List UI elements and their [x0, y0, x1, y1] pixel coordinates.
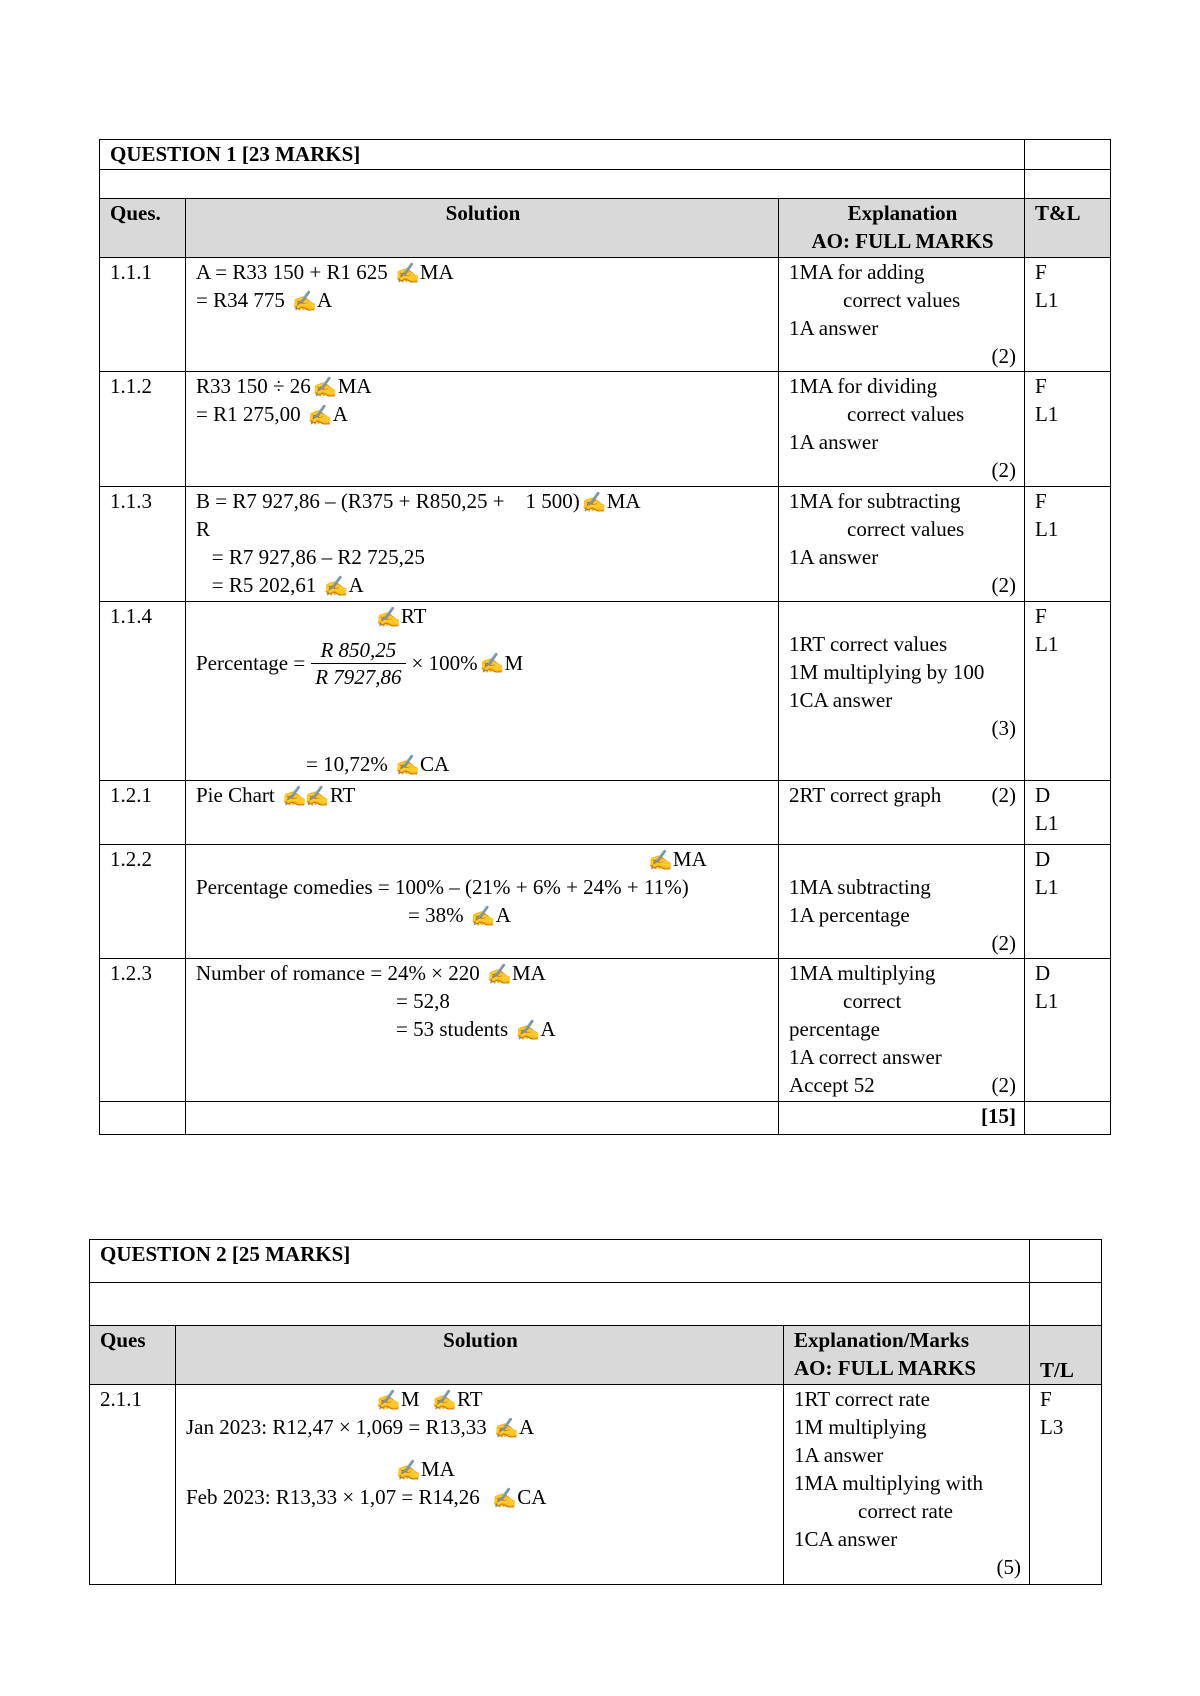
tl-cell: D L1: [1025, 845, 1111, 959]
question-number: 1.2.1: [100, 781, 186, 845]
tick-icon: ✍: [432, 1390, 455, 1412]
solution-cell: B = R7 927,86 – (R375 + R850,25 + 1 500) ✍MA R = R7 927,86 – R2 725,25 = R5 202,61 ✍A: [186, 487, 779, 602]
solution-cell: A = R33 150 + R1 625 ✍MA = R34 775 ✍A: [186, 258, 779, 372]
tick-icon: ✍: [470, 906, 494, 928]
table-row: [100, 372, 1111, 487]
tick-icon: ✍: [394, 263, 418, 285]
table-row: [100, 487, 1111, 602]
solution-cell: Number of romance = 24% × 220 ✍MA = 52,8 = 53 students ✍A: [186, 959, 779, 1102]
table-row: [90, 1385, 1102, 1585]
solution-cell: ✍MA Percentage comedies = 100% – (21% + 6% + 24% + 11%) = 38% ✍A: [186, 845, 779, 959]
explanation-cell: 2RT correct graph (2): [779, 781, 1025, 845]
table-row: [100, 959, 1111, 1102]
question-total: [15]: [779, 1102, 1025, 1135]
question-number: 1.1.4: [100, 602, 186, 781]
explanation-cell: 1MA subtracting 1A percentage (2): [779, 845, 1025, 959]
tick-icon: ✍: [581, 492, 605, 514]
table-row: [100, 602, 1111, 781]
tl-cell: D L1: [1025, 959, 1111, 1102]
tick-icon: ✍: [515, 1020, 539, 1042]
question-1-table: [99, 139, 1111, 1135]
solution-cell: ✍M ✍RT Jan 2023: R12,47 × 1,069 = R13,33 ✍A ✍MA Feb 2023: R13,33 × 1,07 = R14,26 ✍CA: [176, 1385, 784, 1585]
marks-value: (2): [991, 458, 1017, 482]
tl-cell: F L1: [1025, 258, 1111, 372]
question-number: 1.1.2: [100, 372, 186, 487]
fraction: $\frac{R 850,25}{R 7927,86}$: [311, 637, 405, 690]
tick-icon: ✍: [487, 964, 510, 986]
marks-value: (3): [991, 716, 1017, 740]
table-row: [100, 781, 1111, 845]
header-solution: Solution: [176, 1326, 784, 1385]
explanation-cell: 1MA for dividing correct values 1A answer (2): [779, 372, 1025, 487]
explanation-cell: 1RT correct values 1M multiplying by 100 1CA answer (3): [779, 602, 1025, 781]
marks-value: (2): [991, 573, 1017, 597]
tl-cell: F L1: [1025, 487, 1111, 602]
tl-cell: F L3: [1030, 1385, 1102, 1585]
marks-value: (2): [991, 1073, 1017, 1097]
question-title: QUESTION 1 [23 MARKS]: [100, 140, 1025, 170]
tick-icon: ✍: [494, 1418, 517, 1440]
explanation-cell: 1RT correct rate 1M multiplying 1A answer 1MA multiplying with correct rate 1CA answer (5): [784, 1385, 1030, 1585]
explanation-cell: 1MA for adding correct values 1A answer (2): [779, 258, 1025, 372]
question-number: 1.2.3: [100, 959, 186, 1102]
header-explanation: Explanation/Marks AO: FULL MARKS: [784, 1326, 1030, 1385]
question-number: 2.1.1: [90, 1385, 176, 1585]
tick-icon: ✍: [395, 755, 418, 777]
explanation-cell: 1MA for subtracting correct values 1A answer (2): [779, 487, 1025, 602]
question-number: 1.1.1: [100, 258, 186, 372]
header-explanation: Explanation AO: FULL MARKS: [779, 199, 1025, 258]
solution-cell: R33 150 ÷ 26 ✍MA = R1 275,00 ✍A: [186, 372, 779, 487]
marks-value: (2): [991, 931, 1017, 955]
solution-cell: Pie Chart ✍✍RT: [186, 781, 779, 845]
header-tl: T&L: [1025, 199, 1111, 258]
tick-icon: ✍✍: [282, 786, 328, 808]
solution-cell: ✍RT Percentage = $\frac{R 850,25}{R 7927,86}$ × 100% ✍ M = 10,72% ✍CA: [186, 602, 779, 781]
table-row: [100, 258, 1111, 372]
question-2-table: [89, 1239, 1102, 1585]
question-title: QUESTION 2 [25 MARKS]: [90, 1240, 1030, 1283]
tl-cell: F L1: [1025, 602, 1111, 781]
marks-value: (2): [991, 344, 1017, 368]
header-ques: Ques: [90, 1326, 176, 1385]
tl-cell: F L1: [1025, 372, 1111, 487]
tl-cell: D L1: [1025, 781, 1111, 845]
question-number: 1.1.3: [100, 487, 186, 602]
question-number: 1.2.2: [100, 845, 186, 959]
tick-icon: ✍: [479, 653, 503, 675]
explanation-cell: 1MA multiplying correct percentage 1A correct answer Accept 52 (2): [779, 959, 1025, 1102]
header-solution: Solution: [186, 199, 779, 258]
tick-icon: ✍: [323, 576, 347, 598]
marks-value: (2): [991, 783, 1017, 807]
tick-icon: ✍: [307, 405, 331, 427]
tick-icon: ✍: [376, 607, 399, 629]
header-ques: Ques.: [100, 199, 186, 258]
table-row: [100, 845, 1111, 959]
tick-icon: ✍: [376, 1390, 399, 1412]
header-tl: T/L: [1030, 1326, 1102, 1385]
marks-value: (5): [996, 1555, 1022, 1579]
tick-icon: ✍: [492, 1488, 516, 1510]
tick-icon: ✍: [292, 291, 316, 313]
tick-icon: ✍: [396, 1460, 419, 1482]
tick-icon: ✍: [312, 377, 336, 399]
tick-icon: ✍: [648, 850, 671, 872]
